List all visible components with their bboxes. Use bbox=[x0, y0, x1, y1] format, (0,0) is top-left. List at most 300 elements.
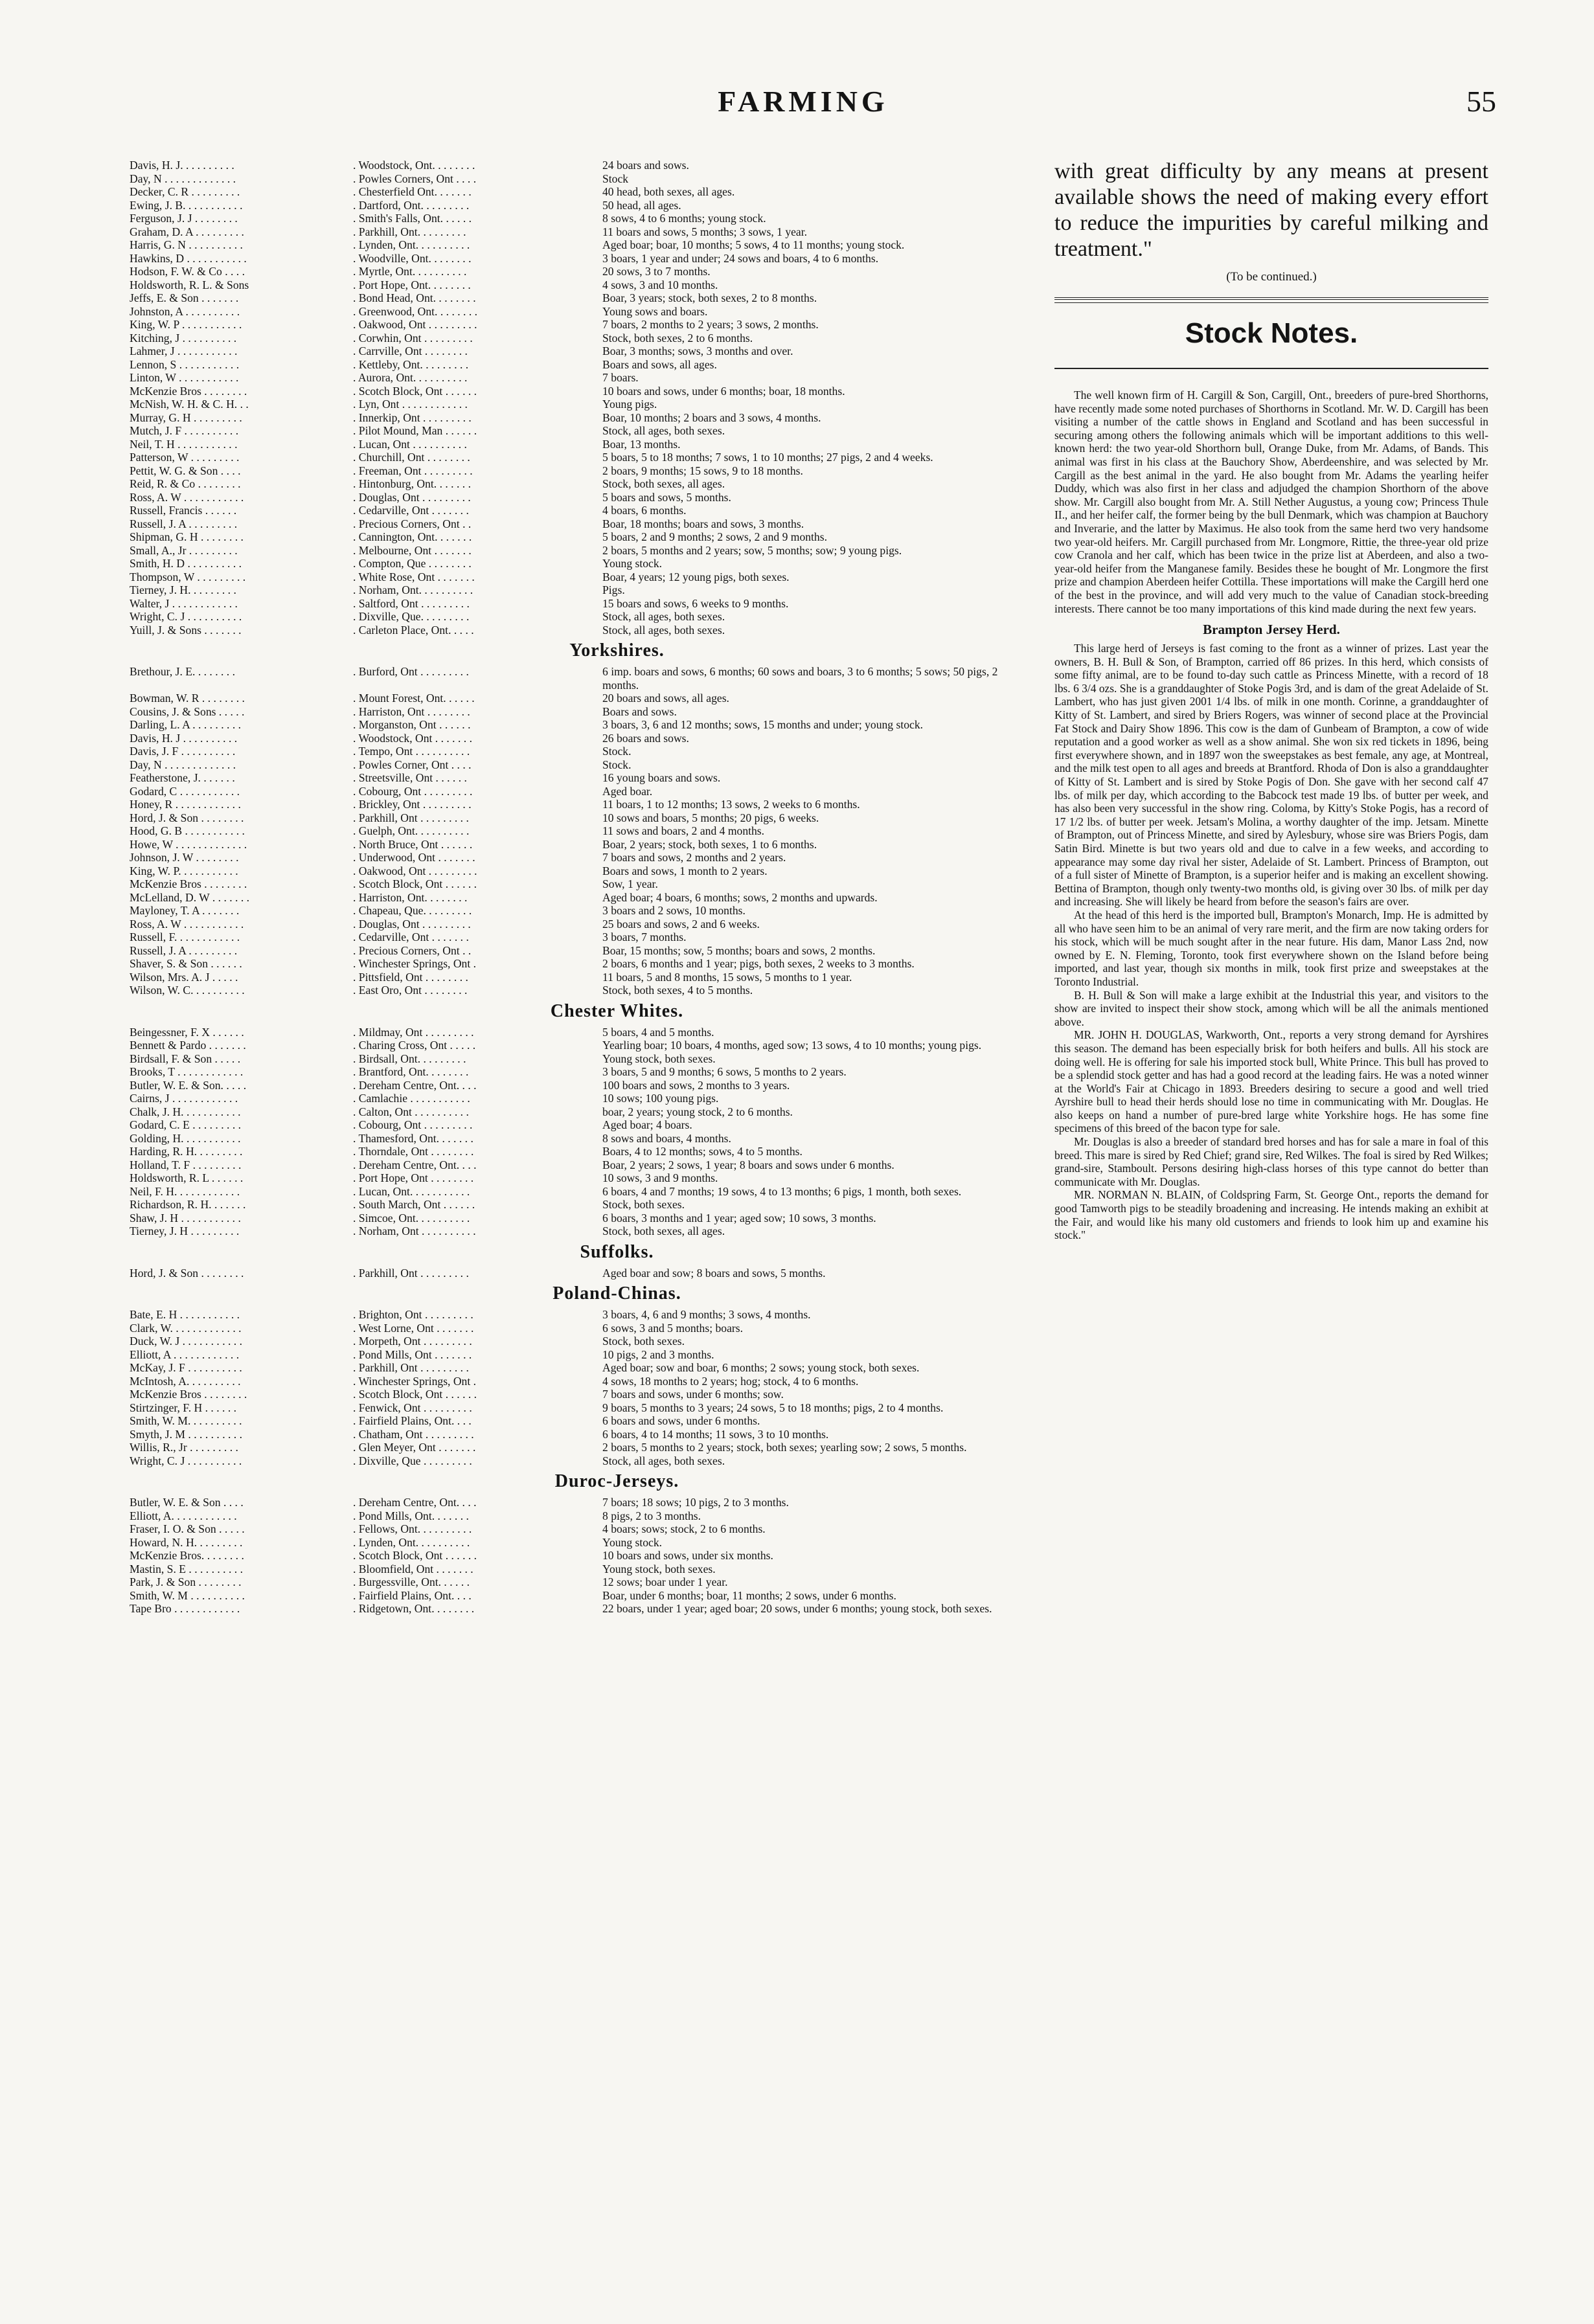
breeder-entry bbox=[130, 398, 1027, 411]
stock-offered: Stock. bbox=[602, 758, 632, 771]
breeder-location: . Dixville, Que . . . . . . . . . bbox=[353, 1454, 472, 1467]
breeder-name: Golding, H. . . . . . . . . . . bbox=[130, 1131, 241, 1145]
breeder-location: . Fairfield Plains, Ont. . . . bbox=[353, 1588, 472, 1602]
breeder-entry bbox=[130, 877, 1027, 891]
breeder-location: . Lynden, Ont. . . . . . . . . . bbox=[353, 1535, 470, 1549]
breeder-name: Mastin, S. E . . . . . . . . . . bbox=[130, 1562, 243, 1575]
breeder-name: Patterson, W . . . . . . . . . bbox=[130, 451, 240, 464]
breeder-name: McLelland, D. W . . . . . . . bbox=[130, 890, 250, 904]
breed-heading-yorkshires: Yorkshires. bbox=[569, 640, 665, 660]
stock-offered: Stock, both sexes, all ages. bbox=[602, 477, 725, 490]
stock-offered: 16 young boars and sows. bbox=[602, 771, 721, 784]
breeder-name: Smyth, J. M . . . . . . . . . . bbox=[130, 1427, 243, 1441]
breeder-location: . Mildmay, Ont . . . . . . . . . bbox=[353, 1025, 474, 1039]
right-column bbox=[1054, 159, 1488, 1242]
breeder-name: Bennett & Pardo . . . . . . . bbox=[130, 1039, 246, 1052]
breeder-location: . Lucan, Ont. . . . . . . . . . . bbox=[353, 1184, 470, 1198]
breeder-entry bbox=[130, 931, 1027, 944]
breeder-name: Decker, C. R . . . . . . . . . bbox=[130, 185, 240, 198]
stock-offered: Young stock. bbox=[602, 557, 663, 570]
stock-offered: Boar, under 6 months; boar, 11 months; 2 sows, under 6 months. bbox=[602, 1588, 896, 1602]
breeder-name: Ross, A. W . . . . . . . . . . . bbox=[130, 490, 244, 504]
breeder-entry bbox=[130, 610, 1027, 624]
stock-offered: Sow, 1 year. bbox=[602, 877, 658, 890]
breeder-entry bbox=[130, 1212, 1027, 1225]
breeder-name: Park, J. & Son . . . . . . . . bbox=[130, 1575, 242, 1588]
breeder-name: Shaw, J. H . . . . . . . . . . . bbox=[130, 1211, 241, 1224]
breeder-entry bbox=[130, 530, 1027, 544]
breeder-location: . Burford, Ont . . . . . . . . . bbox=[353, 665, 469, 678]
breeder-entry bbox=[130, 212, 1027, 225]
breeder-location: . Winchester Springs, Ont . bbox=[353, 957, 477, 970]
breeder-entry bbox=[130, 1335, 1027, 1348]
stock-offered: 3 boars and 2 sows, 10 months. bbox=[602, 904, 746, 917]
breeder-location: . Norham, Ont. . . . . . . . . . bbox=[353, 583, 473, 596]
article-paragraph: The well known firm of H. Cargill & Son, Cargill, Ont., breeders of pure-bred Shorthorns, have recently made some noted purchases of Shorthorns in Scotland. Mr. W. D. Cargill has been visiting a number of the cattle shows in England and Scotland and has been successful in securing among others the following animals which will be important additions to this well-known herd: the two year-old Shorthorn bull, Orange Duke, from Mr. Adams, of Bands. This animal was first in his class at the Bauchory Show, Aberdeenshire, and was selected by Mr. Cargill as the best animal in the yard. He also bought from Mr. Adams the yearling heifer Duddy, which was also first in her class and adjudged the champion Shorthorn of the above show. Mr. Cargill also bought from Mr. A. Still Nether Augustus, a young cow; Princess Thule II., and her heifer calf, the former being by the bull Denmark, which was champion at Bauchory and Inverarie, and the latter by Maximus. He also took from the same herd two very handsome two year-old heifers. Mr. Cargill purchased from Mr. Longmore, Rittie, the three-year old prize cow Cranola and her calf, which has been twice in the prize list at Aberdeen, and also a two-year-old heifer from the Manganese family. Besides these he bought of Mr. Longmore the first prize and champion Aberdeen heifer Cottilla. These importations will make the Cargill herd one of the best in the province, and will add very much to the value of Canadian stock-breeding interests. There cannot be too many importations of this kind made during the next few years. bbox=[1054, 389, 1488, 615]
breeder-name: Wright, C. J . . . . . . . . . . bbox=[130, 1454, 242, 1467]
stock-offered: Stock, both sexes, all ages. bbox=[602, 1224, 725, 1237]
breeder-location: . Fenwick, Ont . . . . . . . . . bbox=[353, 1401, 472, 1414]
breed-heading-chester-whites: Chester Whites. bbox=[550, 1000, 684, 1021]
breeder-entry bbox=[130, 1185, 1027, 1199]
breeder-entry bbox=[130, 1509, 1027, 1523]
breeder-location: . Precious Corners, Ont . . bbox=[353, 517, 472, 530]
breeder-location: . Chapeau, Que. . . . . . . . . bbox=[353, 904, 472, 917]
breeder-name: Butler, W. E. & Son . . . . bbox=[130, 1496, 244, 1509]
breeder-entry bbox=[130, 504, 1027, 517]
breeder-name: Stirtzinger, F. H . . . . . . bbox=[130, 1401, 237, 1414]
breeder-entry bbox=[130, 904, 1027, 918]
breeder-name: Lennon, S . . . . . . . . . . . bbox=[130, 357, 240, 371]
breeder-entry bbox=[130, 451, 1027, 464]
yorkshires-section bbox=[130, 665, 1027, 997]
continued-note: (To be continued.) bbox=[1226, 270, 1317, 284]
breeder-entry bbox=[130, 1522, 1027, 1536]
breeder-name: Elliott, A. . . . . . . . . . . . bbox=[130, 1509, 237, 1522]
breeder-name: Smith, H. D . . . . . . . . . . bbox=[130, 557, 242, 570]
breeder-location: . Harriston, Ont . . . . . . . . bbox=[353, 705, 470, 718]
stock-offered: 4 boars, 6 months. bbox=[602, 504, 687, 517]
breeder-location: . Douglas, Ont . . . . . . . . . bbox=[353, 490, 471, 504]
stock-offered: Yearling boar; 10 boars, 4 months, aged sow; 13 sows, 4 to 10 months; young pigs. bbox=[602, 1039, 982, 1052]
breeder-name: Lahmer, J . . . . . . . . . . . bbox=[130, 344, 238, 357]
breeder-name: Russell, F. . . . . . . . . . . . bbox=[130, 931, 240, 943]
breeder-name: Walter, J . . . . . . . . . . . . bbox=[130, 596, 238, 610]
breeder-name: Wilson, Mrs. A. J . . . . . bbox=[130, 970, 238, 984]
stock-offered: Boars and sows, all ages. bbox=[602, 357, 717, 371]
breeder-location: . Guelph, Ont. . . . . . . . . . bbox=[353, 824, 470, 837]
breeder-entry bbox=[130, 291, 1027, 305]
breeder-entry bbox=[130, 758, 1027, 772]
breeder-entry bbox=[130, 238, 1027, 252]
breeder-location: . Bloomfield, Ont . . . . . . . bbox=[353, 1562, 473, 1575]
stock-offered: Aged boar; sow and boar, 6 months; 2 sows; young stock, both sexes. bbox=[602, 1361, 920, 1374]
breeder-name: King, W. P. . . . . . . . . . . bbox=[130, 864, 238, 877]
breeder-entry bbox=[130, 891, 1027, 905]
breeder-entry bbox=[130, 1052, 1027, 1066]
breeder-entry bbox=[130, 199, 1027, 212]
breeder-location: . Ridgetown, Ont. . . . . . . . bbox=[353, 1602, 475, 1615]
stock-offered: 11 boars and sows, 5 months; 3 sows, 1 year. bbox=[602, 225, 808, 238]
breeder-name: Tierney, J. H. . . . . . . . . bbox=[130, 583, 236, 596]
breed-heading-suffolks: Suffolks. bbox=[580, 1241, 654, 1262]
breeder-location: . Morpeth, Ont . . . . . . . . . bbox=[353, 1335, 472, 1348]
breeder-name: Mutch, J. F . . . . . . . . . . bbox=[130, 424, 239, 437]
stock-offered: 8 sows and boars, 4 months. bbox=[602, 1131, 731, 1145]
article-paragraph: MR. NORMAN N. BLAIN, of Coldspring Farm, St. George Ont., reports the demand for good Tamworth pigs to be steadily broadening and increasing. He intends making an exhibit at the Fair, and would like his many old customers and friends to look him up and examine his stock." bbox=[1054, 1188, 1488, 1242]
breeder-location: . Burgessville, Ont. . . . . . bbox=[353, 1575, 470, 1588]
breeder-entry bbox=[130, 1562, 1027, 1576]
stock-offered: Boars and sows, 1 month to 2 years. bbox=[602, 864, 768, 877]
suffolks-section bbox=[130, 1267, 1027, 1280]
breeder-name: Brethour, J. E. . . . . . . . bbox=[130, 665, 235, 678]
stock-offered: Boar, 15 months; sow, 5 months; boars and sows, 2 months. bbox=[602, 943, 876, 957]
page-number: 55 bbox=[1466, 85, 1496, 118]
brampton-jersey-herd-heading: Brampton Jersey Herd. bbox=[1203, 622, 1340, 638]
breeder-name: McKenzie Bros. . . . . . . . bbox=[130, 1549, 244, 1562]
divider bbox=[1054, 297, 1488, 303]
article-paragraph: MR. JOHN H. DOUGLAS, Warkworth, Ont., reports a very strong demand for Ayrshires this season. The demand has been especially brisk for both heifers and bulls. All his stock are doing well. He is offering for sale his imported stock bull, White Prince. This bull has proved to be a splendid stock getter and has had a good record at the leading fairs. He was a noted winner at the World's Fair at Chicago in 1893. Breeders desiring to secure a good and well tried Ayrshire bull to head their herds should lose no time in communicating with Mr. Douglas. He also keeps on hand a number of pure-bred large white Yorkshire hogs. He has some fine specimens of this breed of the bacon type for sale. bbox=[1054, 1028, 1488, 1135]
breeder-entry bbox=[130, 918, 1027, 931]
breeder-location: . Parkhill, Ont . . . . . . . . . bbox=[353, 1266, 469, 1280]
article-paragraph: Mr. Douglas is also a breeder of standard bred horses and has for sale a mare in foal of this breed. This mare is sired by Red Chief; grand sire, Red Wilkes. The foal is sired by Red Wilkes; grand-sire, Stamboult. Persons desiring high-class horses of this type cannot do better than communicate with Mr. Douglas. bbox=[1054, 1135, 1488, 1188]
breeder-entry bbox=[130, 984, 1027, 997]
breeder-location: . Dereham Centre, Ont. . . . bbox=[353, 1078, 477, 1092]
breeder-entry bbox=[130, 1414, 1027, 1428]
swine-section-continued bbox=[130, 159, 1027, 637]
breeder-name: Smith, W. M . . . . . . . . . . bbox=[130, 1588, 245, 1602]
breeder-location: . Fellows, Ont. . . . . . . . . . bbox=[353, 1522, 472, 1535]
stock-offered: 11 sows and boars, 2 and 4 months. bbox=[602, 824, 765, 837]
breeder-entry bbox=[130, 1308, 1027, 1322]
breeder-name: Hodson, F. W. & Co . . . . bbox=[130, 265, 245, 278]
stock-offered: Boars and sows. bbox=[602, 705, 677, 718]
breeder-location: . West Lorne, Ont . . . . . . . bbox=[353, 1321, 474, 1335]
breeder-location: . Scotch Block, Ont . . . . . . bbox=[353, 1549, 477, 1562]
breeder-location: . Fairfield Plains, Ont. . . . bbox=[353, 1414, 472, 1427]
breeder-name: Ross, A. W . . . . . . . . . . . bbox=[130, 917, 244, 931]
breeder-location: . Parkhill, Ont . . . . . . . . . bbox=[353, 1361, 469, 1374]
breeder-name: Featherstone, J. . . . . . . bbox=[130, 771, 235, 784]
breeder-entry bbox=[130, 1536, 1027, 1550]
stock-offered: Stock, all ages, both sexes. bbox=[602, 610, 725, 623]
breeder-entry bbox=[130, 597, 1027, 611]
article-paragraph: B. H. Bull & Son will make a large exhibit at the Industrial this year, and visitors to the show are invited to inspect their show stock, among which will be all the animals mentioned above. bbox=[1054, 988, 1488, 1028]
breeder-entry bbox=[130, 957, 1027, 971]
stock-offered: 6 boars, 3 months and 1 year; aged sow; 10 sows, 3 months. bbox=[602, 1211, 876, 1224]
breeder-entry bbox=[130, 1132, 1027, 1145]
breeder-entry bbox=[130, 438, 1027, 451]
breeder-name: Kitching, J . . . . . . . . . . bbox=[130, 331, 237, 344]
breeder-location: . Cannington, Ont. . . . . . . bbox=[353, 530, 472, 543]
breeder-entry bbox=[130, 944, 1027, 958]
breeder-location: . Precious Corners, Ont . . bbox=[353, 943, 472, 957]
breeder-name: Davis, H. J . . . . . . . . . . bbox=[130, 731, 238, 745]
divider bbox=[1054, 368, 1488, 369]
breeder-name: Shaver, S. & Son . . . . . . bbox=[130, 957, 242, 970]
stock-offered: 3 boars, 3, 6 and 12 months; sows, 15 months and under; young stock. bbox=[602, 718, 924, 731]
breeder-entry bbox=[130, 745, 1027, 758]
breeder-entry bbox=[130, 732, 1027, 745]
stock-offered: 4 sows, 18 months to 2 years; hog; stock, 4 to 6 months. bbox=[602, 1374, 859, 1388]
breeder-location: . Brantford, Ont. . . . . . . . bbox=[353, 1065, 469, 1078]
breeder-name: Jeffs, E. & Son . . . . . . . bbox=[130, 291, 239, 304]
stock-offered: Aged boar; 4 boars, 6 months; sows, 2 months and upwards. bbox=[602, 890, 878, 904]
breeder-location: . Myrtle, Ont. . . . . . . . . . bbox=[353, 265, 467, 278]
stock-offered: Boar, 3 years; stock, both sexes, 2 to 8 months. bbox=[602, 291, 817, 304]
stock-offered: 5 boars, 5 to 18 months; 7 sows, 1 to 10 months; 27 pigs, 2 and 4 weeks. bbox=[602, 451, 933, 464]
breeder-location: . Streetsville, Ont . . . . . . bbox=[353, 771, 467, 784]
stock-offered: Aged boar. bbox=[602, 784, 653, 798]
breeder-location: . Bond Head, Ont. . . . . . . . bbox=[353, 291, 476, 304]
stock-offered: Stock. bbox=[602, 745, 632, 758]
stock-offered: 4 sows, 3 and 10 months. bbox=[602, 278, 718, 291]
breeder-entry bbox=[130, 225, 1027, 239]
breeder-name: Ferguson, J. J . . . . . . . . bbox=[130, 212, 238, 225]
breeder-name: Pettit, W. G. & Son . . . . bbox=[130, 464, 241, 477]
stock-offered: 5 boars, 2 and 9 months; 2 sows, 2 and 9 months. bbox=[602, 530, 827, 543]
breeder-location: . Churchill, Ont . . . . . . . . bbox=[353, 451, 470, 464]
stock-offered: 22 boars, under 1 year; aged boar; 20 sows, under 6 months; young stock, both sexes. bbox=[602, 1602, 992, 1615]
breeder-name: Hord, J. & Son . . . . . . . . bbox=[130, 811, 244, 824]
stock-offered: 11 boars, 5 and 8 months, 15 sows, 5 months to 1 year. bbox=[602, 970, 852, 984]
stock-offered: 5 boars and sows, 5 months. bbox=[602, 490, 731, 504]
breeder-location: . Glen Meyer, Ont . . . . . . . bbox=[353, 1441, 476, 1454]
breeder-name: Holdsworth, R. L. & Sons bbox=[130, 278, 249, 291]
breeder-entry bbox=[130, 1118, 1027, 1132]
breeder-entry bbox=[130, 1198, 1027, 1212]
breeder-entry bbox=[130, 1575, 1027, 1589]
breeder-location: . Dixville, Que. . . . . . . . . bbox=[353, 610, 470, 623]
breeder-location: . Compton, Que . . . . . . . . bbox=[353, 557, 472, 570]
breeder-entry bbox=[130, 1065, 1027, 1079]
stock-offered: 12 sows; boar under 1 year. bbox=[602, 1575, 728, 1588]
stock-offered: 2 boars, 5 months and 2 years; sow, 5 months; sow; 9 young pigs. bbox=[602, 543, 902, 557]
stock-offered: 3 boars, 4, 6 and 9 months; 3 sows, 4 months. bbox=[602, 1308, 811, 1321]
breeder-name: Clark, W. . . . . . . . . . . . . bbox=[130, 1321, 242, 1335]
breeder-location: . Thorndale, Ont . . . . . . . . bbox=[353, 1145, 474, 1158]
breeder-name: Hawkins, D . . . . . . . . . . . bbox=[130, 251, 247, 265]
breeder-entry bbox=[130, 1441, 1027, 1454]
stock-notes-heading: Stock Notes. bbox=[1185, 317, 1358, 349]
breeder-name: Holland, T. F . . . . . . . . . bbox=[130, 1158, 242, 1171]
breeder-name: Johnson, J. W . . . . . . . . bbox=[130, 851, 239, 864]
breeder-name: McKenzie Bros . . . . . . . . bbox=[130, 877, 247, 890]
breeder-entry bbox=[130, 278, 1027, 292]
breeder-location: . Birdsall, Ont. . . . . . . . . bbox=[353, 1052, 466, 1065]
stock-offered: 26 boars and sows. bbox=[602, 731, 689, 745]
breeder-name: Thompson, W . . . . . . . . . bbox=[130, 570, 246, 583]
breeder-location: . Pond Mills, Ont . . . . . . . bbox=[353, 1348, 472, 1361]
running-title: FARMING bbox=[718, 85, 889, 118]
breeder-location: . Woodstock, Ont . . . . . . . bbox=[353, 731, 472, 745]
breeder-name: Bate, E. H . . . . . . . . . . . bbox=[130, 1308, 240, 1321]
breeder-name: Brooks, T . . . . . . . . . . . . bbox=[130, 1065, 244, 1078]
breeder-entry bbox=[130, 557, 1027, 570]
page-header bbox=[110, 84, 1496, 130]
stock-offered: Aged boar; 4 boars. bbox=[602, 1118, 692, 1131]
breeder-location: . Mount Forest, Ont. . . . . . bbox=[353, 692, 475, 705]
stock-offered: Stock, both sexes. bbox=[602, 1198, 685, 1211]
breeder-name: Yuill, J. & Sons . . . . . . . bbox=[130, 623, 242, 637]
stock-offered: 6 sows, 3 and 5 months; boars. bbox=[602, 1321, 743, 1335]
breeder-entry bbox=[130, 358, 1027, 372]
stock-offered: Young stock, both sexes. bbox=[602, 1562, 716, 1575]
breeder-entry bbox=[130, 185, 1027, 199]
breeder-name: McNish, W. H. & C. H. . . bbox=[130, 398, 249, 411]
breeder-entry bbox=[130, 1267, 1027, 1280]
breeder-name: Birdsall, F. & Son . . . . . bbox=[130, 1052, 241, 1065]
breeder-location: . Saltford, Ont . . . . . . . . . bbox=[353, 596, 470, 610]
breeder-entry bbox=[130, 838, 1027, 852]
breeder-location: . Winchester Springs, Ont . bbox=[353, 1374, 477, 1388]
stock-offered: 2 boars, 9 months; 15 sows, 9 to 18 months. bbox=[602, 464, 803, 477]
stock-offered: Stock, all ages, both sexes. bbox=[602, 623, 725, 637]
breeder-entry bbox=[130, 159, 1027, 172]
breeder-location: . Chatham, Ont . . . . . . . . . bbox=[353, 1427, 474, 1441]
breeder-name: Godard, C. E . . . . . . . . . bbox=[130, 1118, 242, 1131]
breeder-location: . Dereham Centre, Ont. . . . bbox=[353, 1496, 477, 1509]
article-paragraph: This large herd of Jerseys is fast coming to the front as a winner of prizes. Last year the owners, B. H. Bull & Son, of Brampton, carried off 86 prizes. In this herd, which consists of some fifty animal, are to be found to-day such cattle as Princess Minette, with a record of 18 lbs. 6 3/4 ozs. She is a granddaughter of Stoke Pogis 3rd, and is dam of the great Adelaide of St. Lambert, who has just given 2001 1/4 lbs. of milk in one month. Corinne, a granddaughter of Kitty of St. Lambert, and sired by Briers Rogers, was winner of second place at the Provincial Fat Stock and Dairy Show 1896. This cow is the dam of Gunbeam of Brampton, a cow of wide reputation and a good worker as well as a show animal. She won six red tickets in 1896, being first everywhere shown, and in 1897 won the sweepstakes as best female, any age, at Montreal, and the milk test open to all ages and breeds at Brantford. Rhoda of Don is also a granddaughter of Kitty of St. Lambert and is sired by Stoke Pogis of Don. She gave with her second calf 47 lbs. of milk per day, which according to the Babcock test made 19 lbs. of butter per week, and has also been very successful in the show ring. Coloma, by Kitty's Stoke Pogis, has a record of 17 1/2 lbs. of butter per week. Jetsam's Molina, a worthy daughter of the imp. Jetsam. Minette of Brampton, out of Princess Minette, and sired by Aylesbury, whose sire was Briers Pogis, dam Satin Bird. Minette is but two years old and due to calve in a few weeks, and according to appearance may some day rival her sister, Adelaide of St. Lambert. Princess of Brampton, out of a full sister of Minette of Brampton, is a superior heifer and is making an excellent showing. Bettina of Brampton, though only twenty-two months old, is giving over 30 lbs. of milk per day and increasing. She will likely be heard from before the season's fairs are over. bbox=[1054, 642, 1488, 908]
stock-offered: 10 sows; 100 young pigs. bbox=[602, 1092, 719, 1105]
breeder-location: . Pittsfield, Ont . . . . . . . . bbox=[353, 970, 468, 984]
stock-offered: Boar, 13 months. bbox=[602, 437, 681, 451]
breeder-entry bbox=[130, 583, 1027, 597]
breeder-entry bbox=[130, 1549, 1027, 1562]
breeder-name: Cousins, J. & Sons . . . . . bbox=[130, 705, 245, 718]
breeder-name: Richardson, R. H. . . . . . . bbox=[130, 1198, 246, 1211]
stock-offered: 40 head, both sexes, all ages. bbox=[602, 185, 735, 198]
breeder-name: Graham, D. A . . . . . . . . . bbox=[130, 225, 244, 238]
breeder-name: Mayloney, T. A . . . . . . . bbox=[130, 904, 240, 917]
stock-offered: 11 boars, 1 to 12 months; 13 sows, 2 weeks to 6 months. bbox=[602, 798, 860, 811]
breed-heading-duroc-jerseys: Duroc-Jerseys. bbox=[554, 1471, 679, 1491]
stock-offered: 2 boars, 6 months and 1 year; pigs, both sexes, 2 weeks to 3 months. bbox=[602, 957, 915, 970]
breeder-location: . Tempo, Ont . . . . . . . . . . bbox=[353, 745, 470, 758]
breeder-entry bbox=[130, 1224, 1027, 1238]
breeder-location: . Parkhill, Ont . . . . . . . . . bbox=[353, 811, 469, 824]
breeder-name: Davis, J. F . . . . . . . . . . bbox=[130, 745, 236, 758]
breeder-location: . Aurora, Ont. . . . . . . . . . bbox=[353, 371, 468, 384]
breeder-entry bbox=[130, 385, 1027, 398]
breeder-name: Linton, W . . . . . . . . . . . bbox=[130, 371, 239, 384]
breeder-name: Harding, R. H. . . . . . . . . bbox=[130, 1145, 243, 1158]
breeder-name: Tierney, J. H . . . . . . . . . bbox=[130, 1224, 240, 1237]
breeder-location: . Oakwood, Ont . . . . . . . . . bbox=[353, 318, 477, 331]
breeder-location: . Scotch Block, Ont . . . . . . bbox=[353, 877, 477, 890]
stock-offered: 6 boars and sows, under 6 months. bbox=[602, 1414, 760, 1427]
breeder-location: . Douglas, Ont . . . . . . . . . bbox=[353, 917, 471, 931]
breeder-entry bbox=[130, 477, 1027, 491]
breeder-location: . Hintonburg, Ont. . . . . . . bbox=[353, 477, 471, 490]
breeder-location: . White Rose, Ont . . . . . . . bbox=[353, 570, 475, 583]
breeder-name: Cairns, J . . . . . . . . . . . . bbox=[130, 1092, 238, 1105]
breeder-entry bbox=[130, 1388, 1027, 1401]
stock-offered: 20 boars and sows, all ages. bbox=[602, 692, 729, 705]
breeder-entry bbox=[130, 424, 1027, 438]
poland-chinas-section bbox=[130, 1308, 1027, 1467]
stock-offered: Boar, 18 months; boars and sows, 3 months. bbox=[602, 517, 804, 530]
stock-offered: 10 pigs, 2 and 3 months. bbox=[602, 1348, 714, 1361]
breeder-entry bbox=[130, 864, 1027, 878]
breeder-entry bbox=[130, 1092, 1027, 1105]
stock-offered: 8 pigs, 2 to 3 months. bbox=[602, 1509, 701, 1522]
stock-offered: Stock, both sexes, 4 to 5 months. bbox=[602, 984, 753, 997]
breeder-location: . South March, Ont . . . . . . bbox=[353, 1198, 475, 1211]
breeder-name: Bowman, W. R . . . . . . . . bbox=[130, 692, 245, 705]
breeder-location: . Powles Corner, Ont . . . . bbox=[353, 758, 472, 771]
breeder-name: McIntosh, A. . . . . . . . . . bbox=[130, 1374, 241, 1388]
breeder-location: . Greenwood, Ont. . . . . . . . bbox=[353, 304, 478, 318]
duroc-jerseys-section bbox=[130, 1496, 1027, 1616]
breeder-entry bbox=[130, 305, 1027, 319]
breeder-entry bbox=[130, 1171, 1027, 1185]
breeder-location: . Woodstock, Ont. . . . . . . . bbox=[353, 159, 475, 172]
breeder-entry bbox=[130, 464, 1027, 478]
breeder-location: . Powles Corners, Ont . . . . bbox=[353, 172, 477, 185]
breeder-location: . Melbourne, Ont . . . . . . . bbox=[353, 543, 472, 557]
breeder-name: Butler, W. E. & Son. . . . . bbox=[130, 1078, 247, 1092]
breeder-location: . Thamesford, Ont. . . . . . . bbox=[353, 1131, 473, 1145]
breeder-name: Hood, G. B . . . . . . . . . . . bbox=[130, 824, 245, 837]
breeder-name: Neil, T. H . . . . . . . . . . . bbox=[130, 437, 238, 451]
stock-offered: Boar, 2 years; stock, both sexes, 1 to 6 months. bbox=[602, 837, 817, 851]
breeder-location: . Cobourg, Ont . . . . . . . . . bbox=[353, 784, 473, 798]
breeder-entry bbox=[130, 718, 1027, 732]
stock-offered: 9 boars, 5 months to 3 years; 24 sows, 5 to 18 months; pigs, 2 to 4 months. bbox=[602, 1401, 944, 1414]
breeder-name: Murray, G. H . . . . . . . . . bbox=[130, 411, 242, 424]
breeder-name: Ewing, J. B. . . . . . . . . . . bbox=[130, 198, 243, 212]
breeder-location: . Cedarville, Ont . . . . . . . bbox=[353, 504, 469, 517]
breeder-name: Neil, F. H. . . . . . . . . . . . bbox=[130, 1184, 240, 1198]
breeder-entry bbox=[130, 371, 1027, 385]
stock-offered: 6 boars, 4 to 14 months; 11 sows, 3 to 10 months. bbox=[602, 1427, 829, 1441]
breeder-name: Day, N . . . . . . . . . . . . . bbox=[130, 758, 236, 771]
stock-offered: 24 boars and sows. bbox=[602, 159, 689, 172]
breeder-name: Russell, J. A . . . . . . . . . bbox=[130, 943, 238, 957]
stock-offered: Stock, all ages, both sexes. bbox=[602, 1454, 725, 1467]
breeder-location: . Brighton, Ont . . . . . . . . . bbox=[353, 1308, 473, 1321]
breeder-location: . Scotch Block, Ont . . . . . . bbox=[353, 1388, 477, 1401]
stock-offered: Aged boar and sow; 8 boars and sows, 5 months. bbox=[602, 1266, 826, 1280]
stock-offered: 5 boars, 4 and 5 months. bbox=[602, 1025, 714, 1039]
breeder-name: Fraser, I. O. & Son . . . . . bbox=[130, 1522, 245, 1535]
breeder-location: . Lynden, Ont. . . . . . . . . . bbox=[353, 238, 470, 251]
breeder-name: Elliott, A . . . . . . . . . . . . bbox=[130, 1348, 240, 1361]
stock-offered: 6 imp. boars and sows, 6 months; 60 sows and boars, 3 to 6 months; 5 sows; 50 pigs, 2 months. bbox=[602, 665, 998, 692]
stock-offered: boar, 2 years; young stock, 2 to 6 months. bbox=[602, 1105, 793, 1118]
stock-offered: Aged boar; boar, 10 months; 5 sows, 4 to 11 months; young stock. bbox=[602, 238, 905, 251]
breeder-entry bbox=[130, 252, 1027, 265]
breeder-name: Chalk, J. H. . . . . . . . . . . bbox=[130, 1105, 241, 1118]
stock-offered: Boars, 4 to 12 months; sows, 4 to 5 months. bbox=[602, 1145, 803, 1158]
breeder-name: McKenzie Bros . . . . . . . . bbox=[130, 1388, 247, 1401]
breeder-location: . Camlachie . . . . . . . . . . . bbox=[353, 1092, 470, 1105]
breeder-name: Darling, L. A . . . . . . . . . bbox=[130, 718, 242, 731]
breeder-name: King, W. P . . . . . . . . . . . bbox=[130, 318, 242, 331]
breeder-name: Harris, G. N . . . . . . . . . . bbox=[130, 238, 243, 251]
stock-offered: Boar, 3 months; sows, 3 months and over. bbox=[602, 344, 793, 357]
breeder-entry bbox=[130, 824, 1027, 838]
breeder-name: Hord, J. & Son . . . . . . . . bbox=[130, 1266, 244, 1280]
breeder-location: . Cobourg, Ont . . . . . . . . . bbox=[353, 1118, 473, 1131]
stock-offered: Young sows and boars. bbox=[602, 304, 708, 318]
breeder-location: . Carrville, Ont . . . . . . . . bbox=[353, 344, 468, 357]
breeder-name: Duck, W. J . . . . . . . . . . . bbox=[130, 1335, 242, 1348]
breeder-entry bbox=[130, 798, 1027, 811]
breeder-entry bbox=[130, 570, 1027, 584]
stock-offered: Stock, both sexes. bbox=[602, 1335, 685, 1348]
